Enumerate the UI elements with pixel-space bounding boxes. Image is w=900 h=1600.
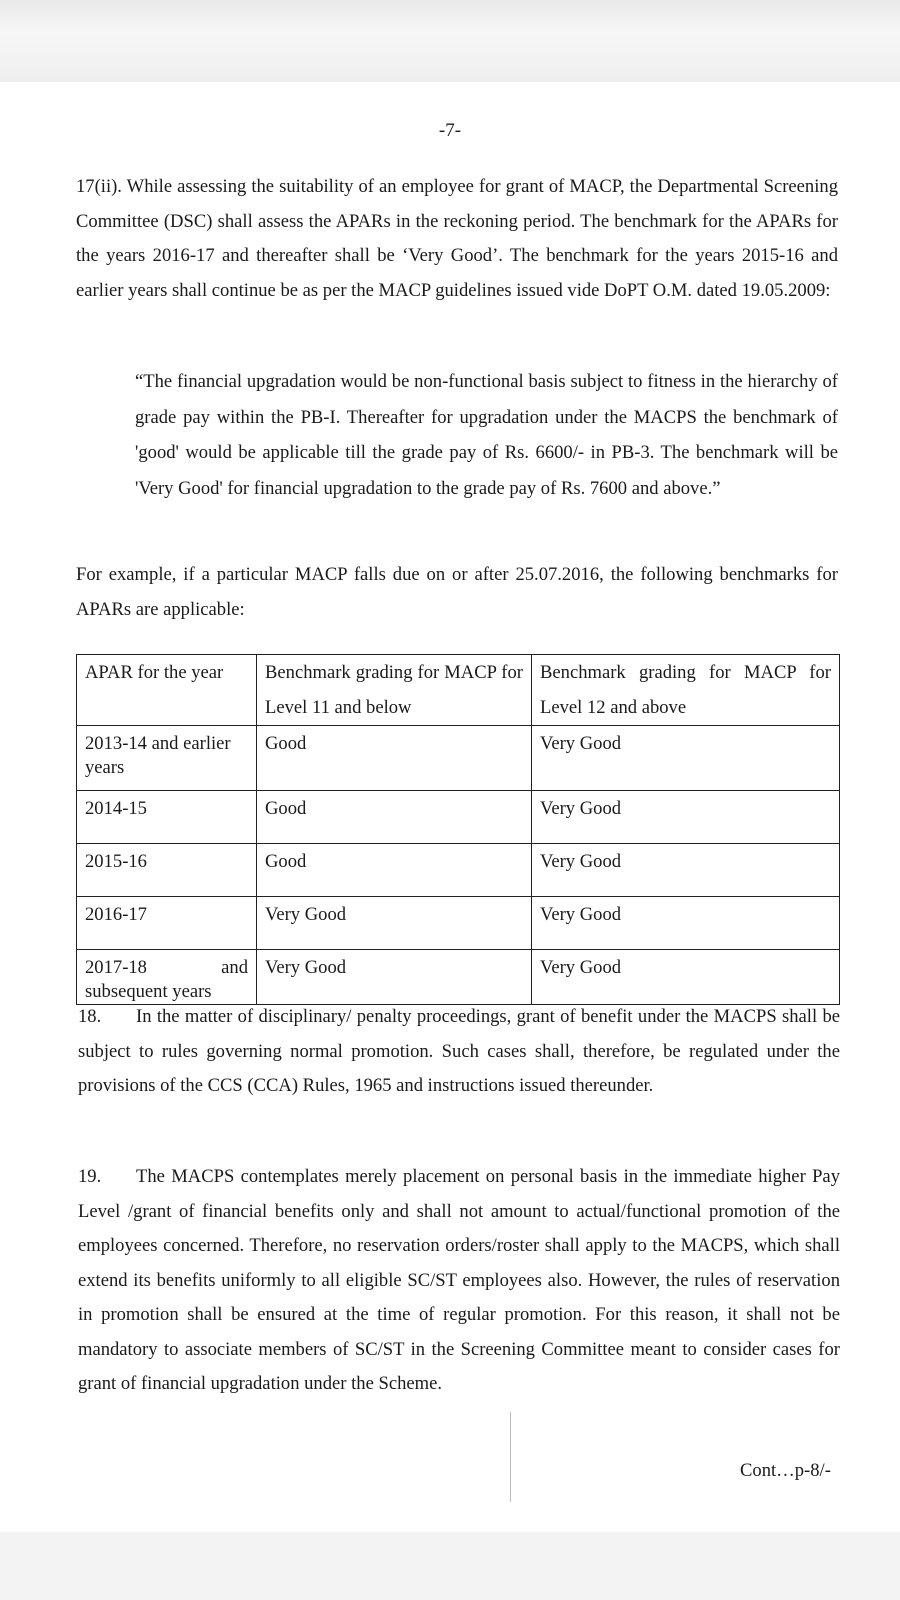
- continuation-note: Cont…p-8/-: [740, 1460, 831, 1481]
- cell-level-11: Very Good: [257, 950, 532, 1005]
- header-apar-year: APAR for the year: [77, 655, 257, 726]
- cell-year: 2016-17: [77, 897, 257, 950]
- cell-level-11: Good: [257, 791, 532, 844]
- cell-level-12: Very Good: [532, 791, 840, 844]
- scan-bottom-margin: [0, 1535, 900, 1600]
- paragraph-17-ii: 17(ii). While assessing the suitability of an employee for grant of MACP, the Departmental Screening Committee (DSC) shall assess the APARs in the reckoning period. The benchmark for the APARs for the years 2016-17 and thereafter shall be ‘Very Good’. The benchmark for the years 2015-16 and earlier years shall continue be as per the MACP guidelines issued vide DoPT O.M. dated 19.05.2009:: [76, 176, 838, 301]
- table-header-row: [77, 655, 840, 726]
- cell-year-line-2: subsequent years: [85, 981, 212, 1002]
- cell-level-12: Very Good: [532, 726, 840, 791]
- page-number: -7-: [438, 120, 462, 141]
- cell-year-part: and: [221, 957, 248, 978]
- header-level-12: Benchmark grading for MACP for Level 12 and above: [532, 655, 840, 726]
- cell-year: [77, 950, 257, 1005]
- paragraph-text: The MACPS contemplates merely placement on personal basis in the immediate higher Pay Level /grant of financial benefits only and shall not amount to actual/functional promotion of the employees concerned. Therefore, no reservation orders/roster shall apply to the MACPS, which shall extend its benefits uniformly to all eligible SC/ST employees also. However, the rules of reservation in promotion shall be ensured at the time of regular promotion. For this reason, it shall not be mandatory to associate members of SC/ST in the Screening Committee meant to consider cases for grant of financial upgradation under the Scheme.: [78, 1166, 840, 1394]
- cell-year: 2014-15: [77, 791, 257, 844]
- paragraph-number: 19.: [78, 1166, 102, 1187]
- cell-level-11: Very Good: [257, 897, 532, 950]
- cell-year: 2015-16: [77, 844, 257, 897]
- cell-level-11: Good: [257, 844, 532, 897]
- paragraph-18: [78, 1000, 840, 1104]
- cell-level-12: Very Good: [532, 844, 840, 897]
- cell-year-line-1: [85, 956, 248, 980]
- paragraph-number: 18.: [78, 1006, 102, 1027]
- table-row: [77, 791, 840, 844]
- document-page: [0, 82, 900, 1532]
- cell-year: 2013-14 and earlier years: [77, 726, 257, 791]
- cell-level-12: Very Good: [532, 950, 840, 1005]
- table-row: [77, 950, 840, 1005]
- example-paragraph: For example, if a particular MACP falls due on or after 25.07.2016, the following benchmarks for APARs are applicable:: [76, 564, 838, 620]
- table-row: [77, 726, 840, 791]
- table-row: [77, 897, 840, 950]
- cell-year-part: 2017-18: [85, 957, 147, 978]
- scan-fold-line: [510, 1412, 511, 1502]
- paragraph-text: In the matter of disciplinary/ penalty proceedings, grant of benefit under the MACPS shall be subject to rules governing normal promotion. Such cases shall, therefore, be regulated under the provisions of the CCS (CCA) Rules, 1965 and instructions issued thereunder.: [78, 1006, 840, 1096]
- header-level-11: Benchmark grading for MACP for Level 11 and below: [257, 655, 532, 726]
- cell-level-11: Good: [257, 726, 532, 791]
- cell-level-12: Very Good: [532, 897, 840, 950]
- scan-top-margin: [0, 0, 900, 82]
- paragraph-19: [78, 1160, 840, 1402]
- table-row: [77, 844, 840, 897]
- quoted-guideline: “The financial upgradation would be non-functional basis subject to fitness in the hierarchy of grade pay within the PB-I. Thereafter for upgradation under the MACPS the benchmark of 'good' would be applicable till the grade pay of Rs. 6600/- in PB-3. The benchmark will be 'Very Good' for financial upgradation to the grade pay of Rs. 7600 and above.”: [135, 371, 838, 499]
- benchmark-table: [76, 654, 840, 1005]
